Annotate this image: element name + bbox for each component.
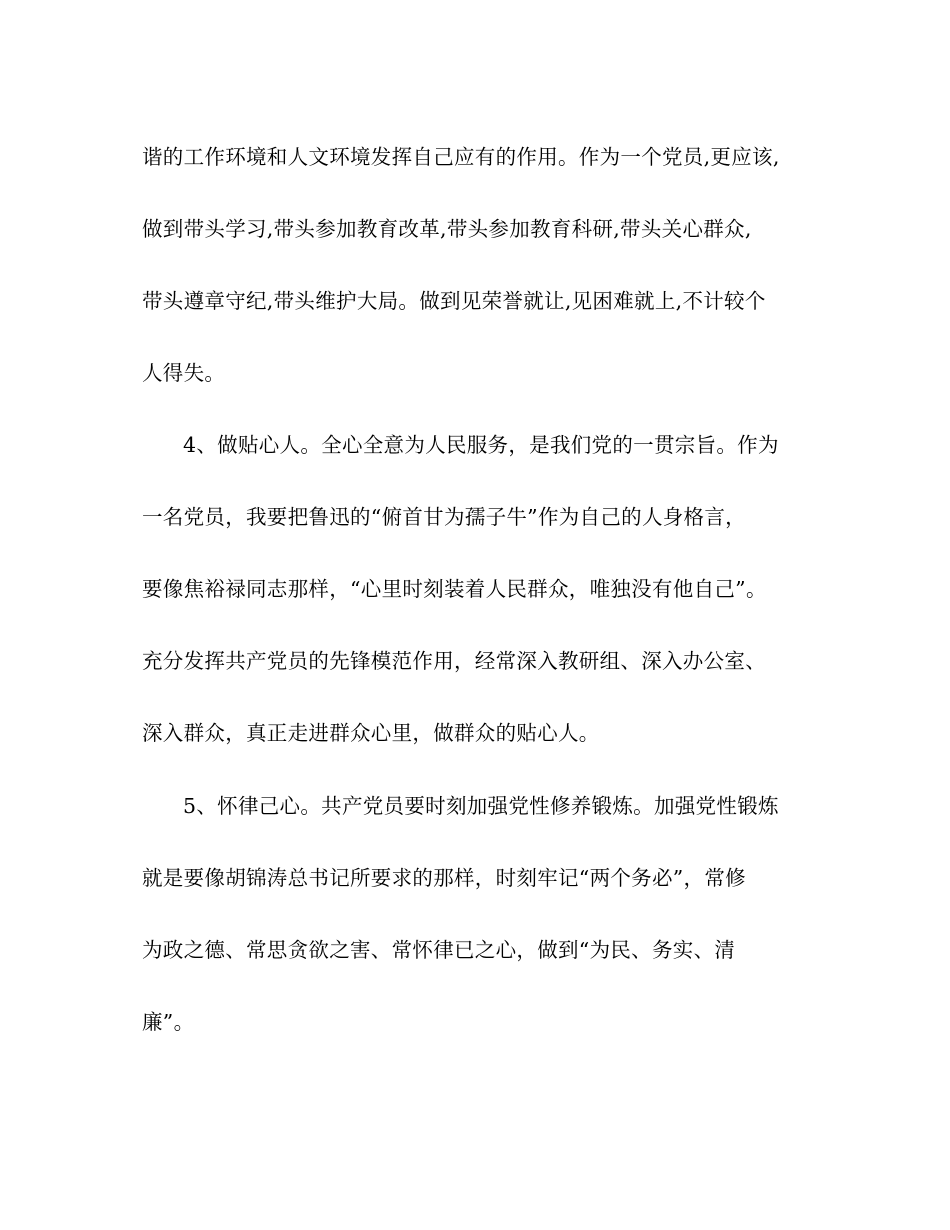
paragraph-line: 充分发挥共产党员的先锋模范作用，经常深入教研组、深入办公室、 xyxy=(142,649,766,673)
paragraph-line: 4、做贴心人。全心全意为人民服务，是我们党的一贯宗旨。作为 xyxy=(183,433,779,457)
paragraph-line: 人得失。 xyxy=(142,361,226,385)
paragraph-line: 廉”。 xyxy=(142,1010,195,1034)
paragraph-line: 深入群众，真正走进群众心里，做群众的贴心人。 xyxy=(142,721,600,745)
paragraph-line: 就是要像胡锦涛总书记所要求的那样，时刻牢记“两个务必”，常修 xyxy=(142,866,746,890)
paragraph-line: 一名党员，我要把鲁迅的“俯首甘为孺子牛”作为自己的人身格言， xyxy=(142,505,746,529)
paragraph-line: 要像焦裕禄同志那样，“心里时刻装着人民群众，唯独没有他自己”。 xyxy=(142,577,767,601)
paragraph-line: 做到带头学习,带头参加教育改革,带头参加教育科研,带头关心群众, xyxy=(142,217,752,241)
paragraph-line: 带头遵章守纪,带头维护大局。做到见荣誉就让,见困难就上,不计较个 xyxy=(142,289,766,313)
paragraph-line: 5、怀律己心。共产党员要时刻加强党性修养锻炼。加强党性锻炼 xyxy=(183,794,779,818)
paragraph-line: 谐的工作环境和人文环境发挥自己应有的作用。作为一个党员,更应该, xyxy=(142,145,780,169)
paragraph-line: 为政之德、常思贪欲之害、常怀律已之心，做到“为民、务实、清 xyxy=(142,938,736,962)
